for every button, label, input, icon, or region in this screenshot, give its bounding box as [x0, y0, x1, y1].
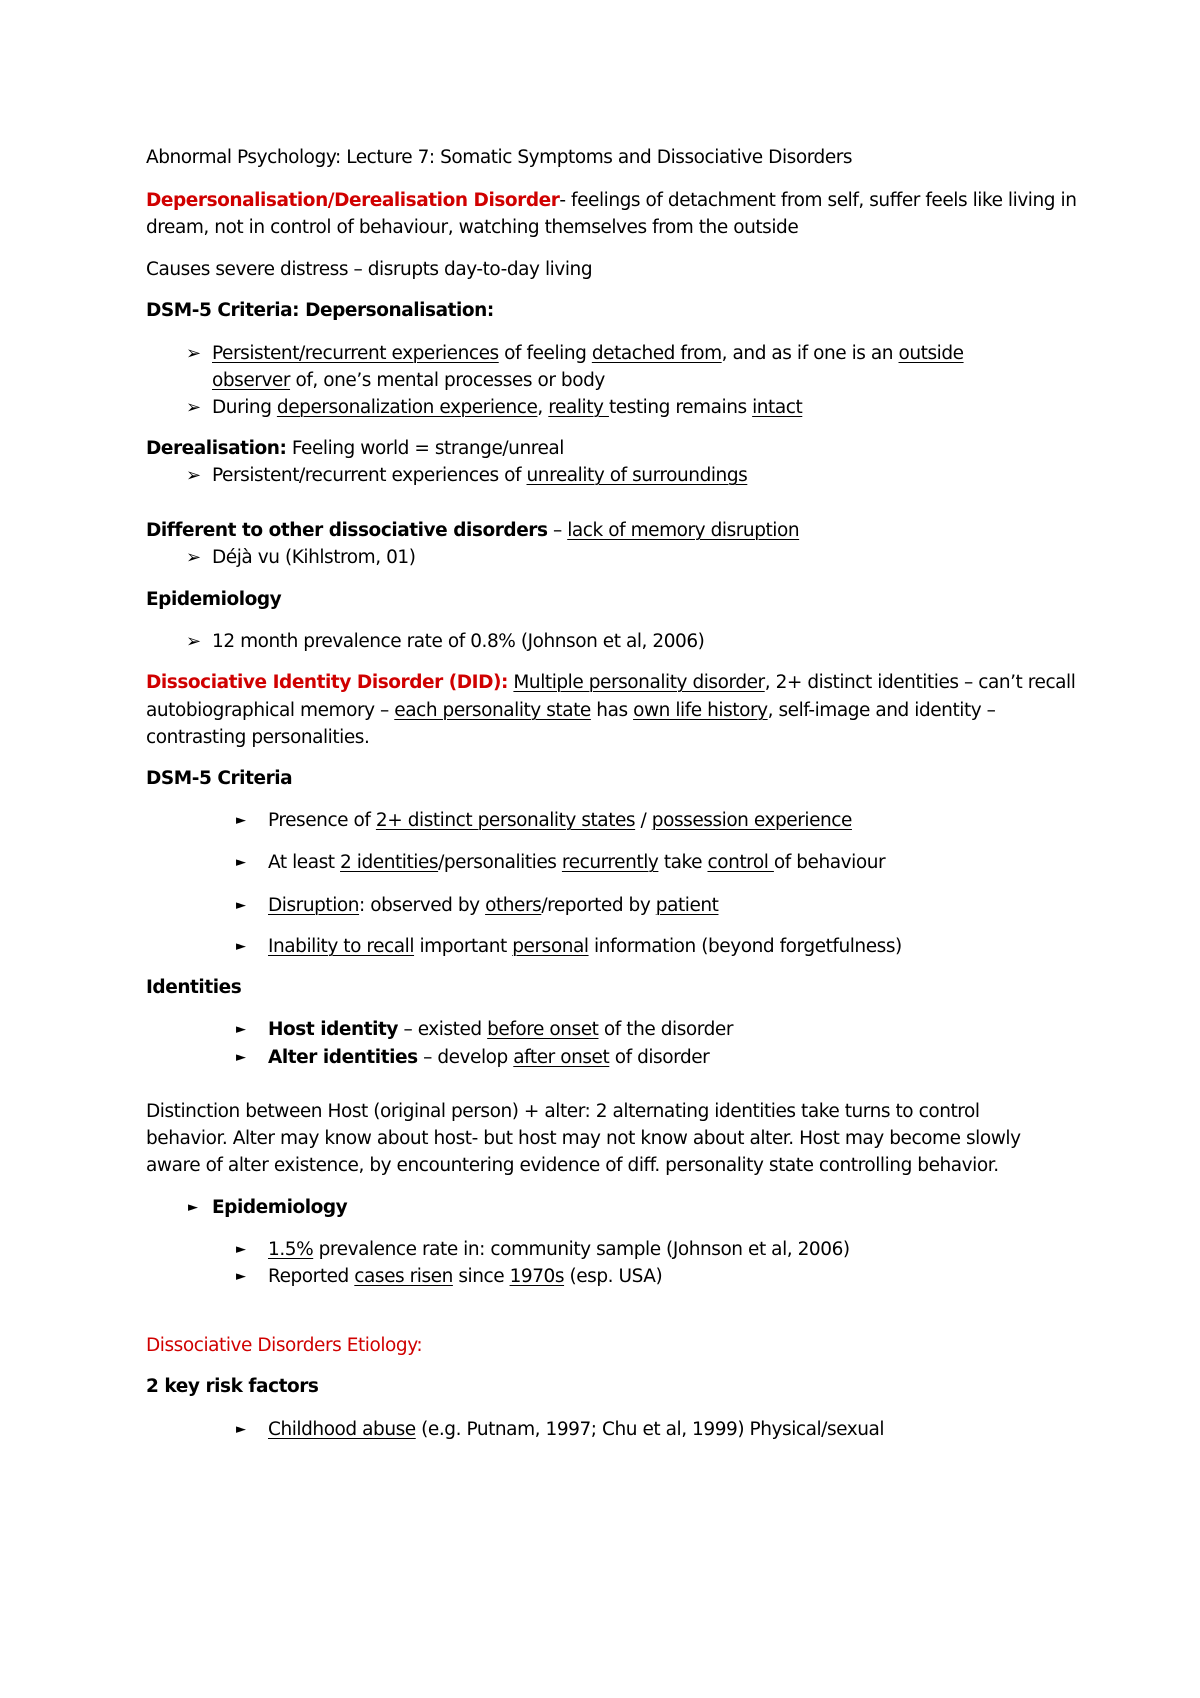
document-title: Abnormal Psychology: Lecture 7: Somatic Symptoms and Dissociative Disorders	[146, 147, 853, 168]
triangle-bullet-icon: ►	[236, 855, 246, 870]
triangle-bullet-icon: ►	[236, 1050, 246, 1065]
arrow-bullet-icon: ➢	[186, 631, 201, 652]
distinction-line-3: aware of alter existence, by encountering evidence of diff. personality state controlling behavior.	[146, 1155, 999, 1176]
did-criterion-2: At least 2 identities/personalities recurrently take control of behaviour	[268, 852, 886, 873]
did-dsm-heading: DSM-5 Criteria	[146, 768, 293, 789]
difference-line: Different to other dissociative disorders – lack of memory disruption	[146, 520, 800, 541]
host-identity-item: Host identity – existed before onset of the disorder	[268, 1019, 733, 1040]
did-definition-line-1: Dissociative Identity Disorder (DID): Multiple personality disorder, 2+ distinct identities – can’t recall	[146, 672, 1076, 693]
depersonalisation-definition-line-1: Depersonalisation/Derealisation Disorder- feelings of detachment from self, suffer feels like living in	[146, 190, 1077, 211]
did-definition-line-2: autobiographical memory – each personality state has own life history, self-image and identity –	[146, 700, 996, 721]
epidemiology-heading: Epidemiology	[146, 589, 282, 610]
did-criterion-1: Presence of 2+ distinct personality states / possession experience	[268, 810, 852, 831]
did-cases-item: Reported cases risen since 1970s (esp. USA)	[268, 1266, 663, 1287]
deja-vu-item: Déjà vu (Kihlstrom, 01)	[212, 547, 416, 568]
triangle-bullet-icon: ►	[236, 1269, 246, 1284]
arrow-bullet-icon: ➢	[186, 547, 201, 568]
distinction-line-2: behavior. Alter may know about host- but host may not know about alter. Host may become slowly	[146, 1128, 1021, 1149]
derealisation-criterion: Persistent/recurrent experiences of unreality of surroundings	[212, 465, 748, 486]
did-criterion-4: Inability to recall important personal information (beyond forgetfulness)	[268, 936, 902, 957]
dsm-criterion-2: During depersonalization experience, reality testing remains intact	[212, 397, 803, 418]
distress-line: Causes severe distress – disrupts day-to-day living	[146, 259, 593, 280]
did-heading: Dissociative Identity Disorder (DID):	[146, 672, 508, 693]
triangle-bullet-icon: ►	[236, 1242, 246, 1257]
arrow-bullet-icon: ➢	[186, 397, 201, 418]
did-epidemiology-heading: Epidemiology	[212, 1197, 348, 1218]
distinction-line-1: Distinction between Host (original person) + alter: 2 alternating identities take turns to control	[146, 1101, 980, 1122]
did-criterion-3: Disruption: observed by others/reported by patient	[268, 895, 719, 916]
dsm-criterion-1-line-2: observer of, one’s mental processes or body	[212, 370, 605, 391]
triangle-bullet-icon: ►	[236, 813, 246, 828]
triangle-bullet-icon: ►	[236, 898, 246, 913]
did-prevalence-item: 1.5% prevalence rate in: community sample (Johnson et al, 2006)	[268, 1239, 850, 1260]
triangle-bullet-icon: ►	[236, 1422, 246, 1437]
triangle-bullet-icon: ►	[236, 1022, 246, 1037]
depersonalisation-heading: Depersonalisation/Derealisation Disorder	[146, 190, 560, 211]
dsm-depersonalisation-heading: DSM-5 Criteria: Depersonalisation:	[146, 300, 494, 321]
risk-factors-heading: 2 key risk factors	[146, 1376, 319, 1397]
dsm-criterion-1-line-1: Persistent/recurrent experiences of feeling detached from, and as if one is an outside	[212, 343, 964, 364]
triangle-bullet-icon: ►	[236, 939, 246, 954]
identities-heading: Identities	[146, 977, 242, 998]
etiology-heading: Dissociative Disorders Etiology:	[146, 1335, 423, 1356]
derealisation-line: Derealisation: Feeling world = strange/unreal	[146, 438, 564, 459]
arrow-bullet-icon: ➢	[186, 343, 201, 364]
risk-factor-1: Childhood abuse (e.g. Putnam, 1997; Chu et al, 1999) Physical/sexual	[268, 1419, 885, 1440]
alter-identities-item: Alter identities – develop after onset of disorder	[268, 1047, 710, 1068]
did-definition-line-3: contrasting personalities.	[146, 727, 370, 748]
depersonalisation-definition-line-2: dream, not in control of behaviour, watching themselves from the outside	[146, 217, 799, 238]
prevalence-item: 12 month prevalence rate of 0.8% (Johnson et al, 2006)	[212, 631, 705, 652]
arrow-bullet-icon: ➢	[186, 465, 201, 486]
triangle-bullet-icon: ►	[188, 1200, 198, 1215]
